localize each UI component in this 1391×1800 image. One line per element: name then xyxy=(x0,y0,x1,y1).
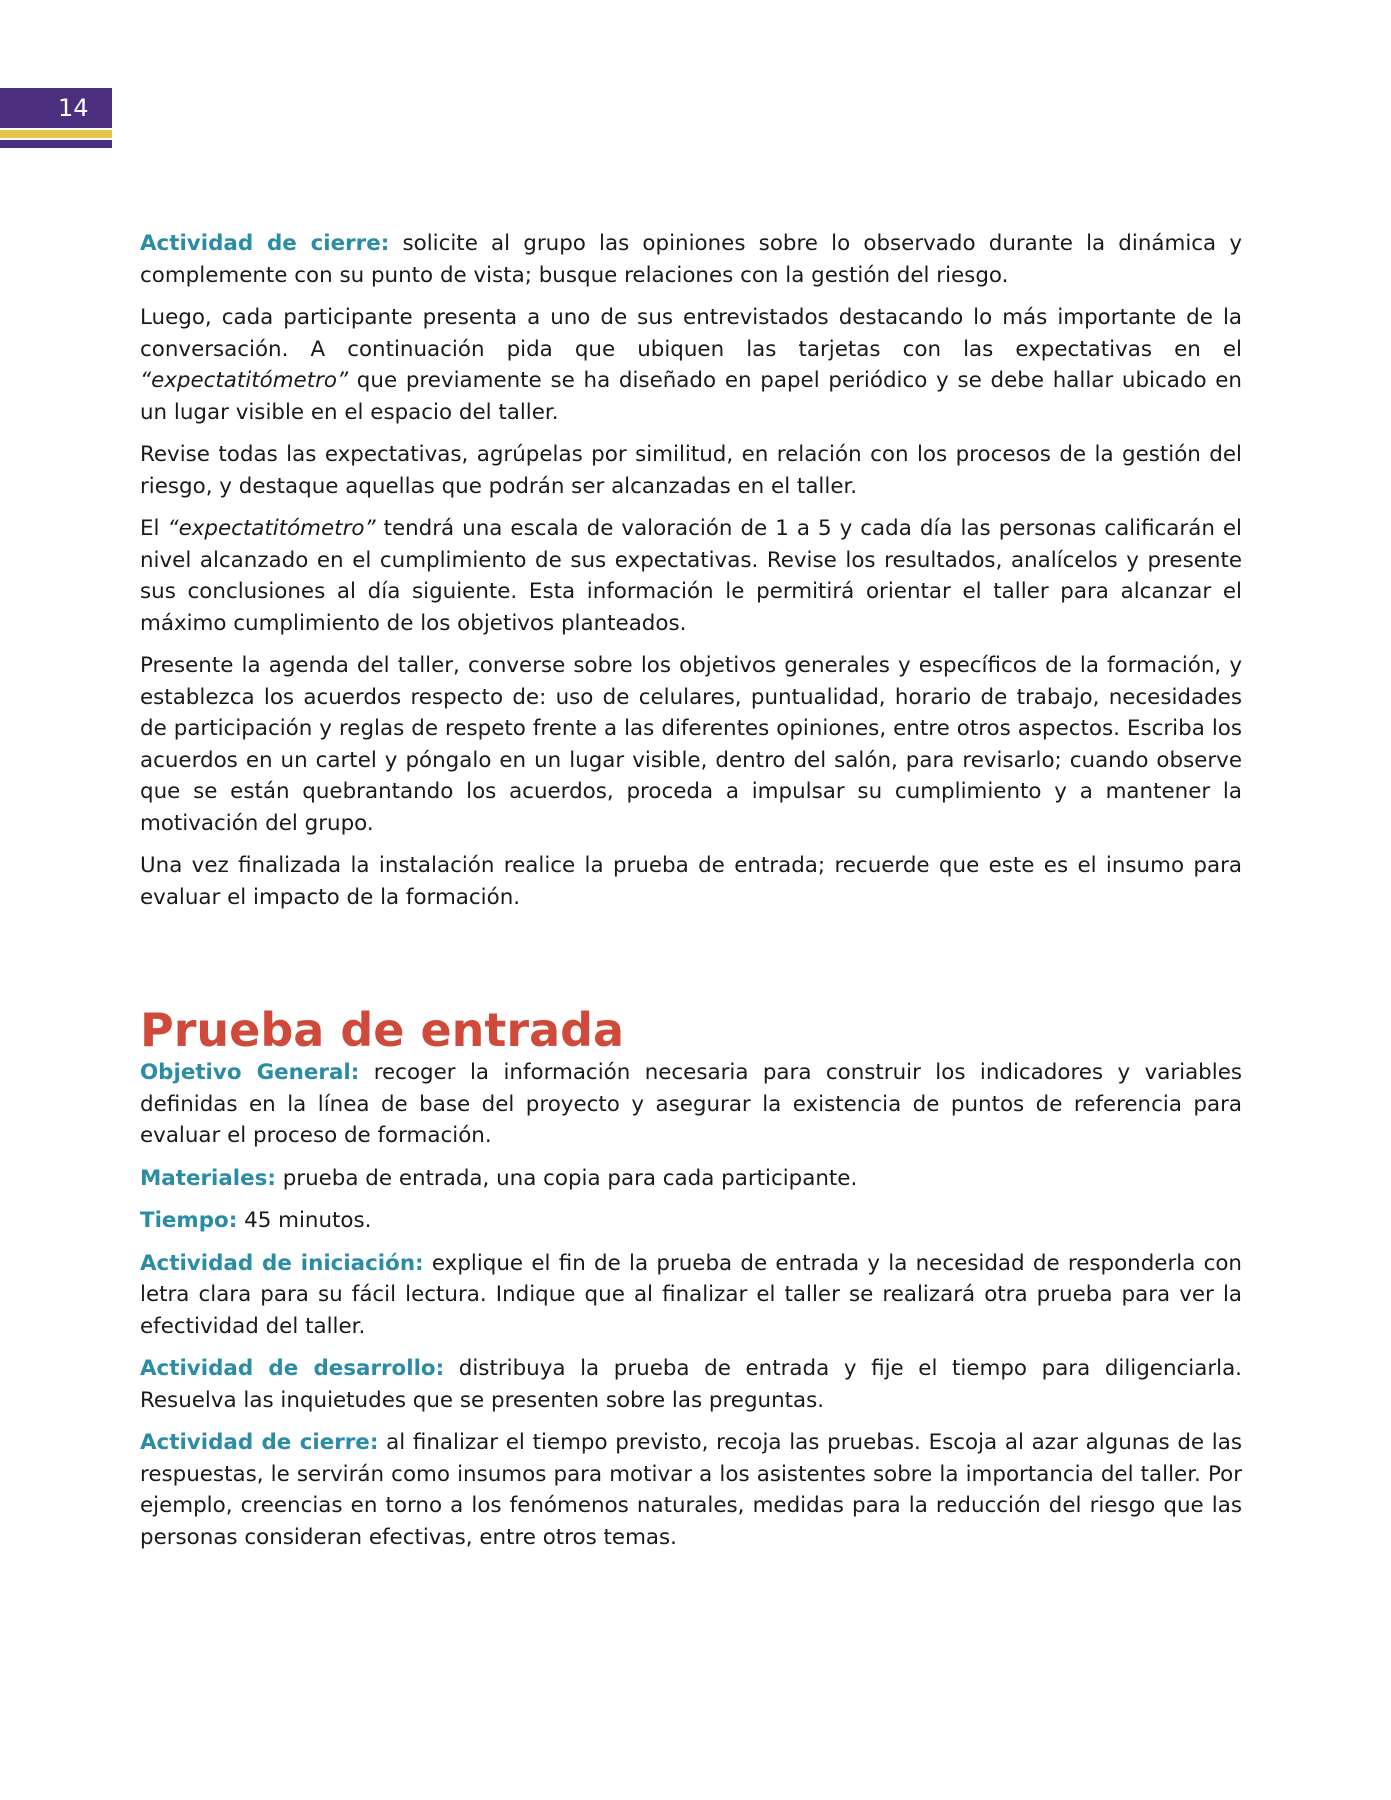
label-development-activity: Actividad de desarrollo: xyxy=(140,1356,445,1381)
page-content xyxy=(140,228,1242,1564)
paragraph-time xyxy=(140,1205,1242,1237)
page-number: 14 xyxy=(58,94,89,122)
paragraph-scale xyxy=(140,513,1242,639)
text-installation: Una vez finalizada la instalación realice la prueba de entrada; recuerde que este es el insumo para evaluar el impacto de la formación. xyxy=(140,853,1242,910)
paragraph-initiation-activity xyxy=(140,1248,1242,1343)
page-tab-gold-stripe xyxy=(0,130,112,138)
paragraph-participants xyxy=(140,302,1242,428)
text-final-closing-activity: al finalizar el tiempo previsto, recoja las pruebas. Escoja al azar algunas de las respuestas, le servirán como insumos para motivar a los asistentes sobre la importancia del taller. Por ejemplo, creencias en torno a los fenómenos naturales, medidas para la reducción del riesgo que las personas consideran efectivas, entre otros temas. xyxy=(140,1430,1242,1550)
paragraph-general-objective xyxy=(140,1057,1242,1152)
page-tab-purple-stripe xyxy=(0,140,112,148)
paragraph-installation xyxy=(140,850,1242,913)
paragraph-review-expectations xyxy=(140,439,1242,502)
text-time: 45 minutos. xyxy=(237,1208,372,1233)
text-agenda: Presente la agenda del taller, converse sobre los objetivos generales y específicos de la formación, y establezca los acuerdos respecto de: uso de celulares, puntualidad, horario de trabajo, necesidades de participación y reglas de respeto frente a las diferentes opiniones, entre otros aspectos. Escriba los acuerdos en un cartel y póngalo en un lugar visible, dentro del salón, para revisarlo; cuando observe que se están quebrantando los acuerdos, proceda a impulsar su cumplimiento y a mantener la motivación del grupo. xyxy=(140,653,1242,836)
paragraph-agenda xyxy=(140,650,1242,839)
text-closing-activity: solicite al grupo las opiniones sobre lo observado durante la dinámica y complemente con su punto de vista; busque relaciones con la gestión del riesgo. xyxy=(140,231,1242,288)
term-expectatitometro-2: “expectatitómetro” xyxy=(167,516,376,541)
label-time: Tiempo: xyxy=(140,1208,238,1233)
label-closing-activity: Actividad de cierre: xyxy=(140,231,390,256)
paragraph-materials xyxy=(140,1163,1242,1195)
label-general-objective: Objetivo General: xyxy=(140,1060,360,1085)
text-scale-a: El xyxy=(140,516,168,541)
label-final-closing-activity: Actividad de cierre: xyxy=(140,1430,379,1455)
paragraph-development-activity xyxy=(140,1353,1242,1416)
paragraph-final-closing-activity xyxy=(140,1427,1242,1553)
label-materials: Materiales: xyxy=(140,1165,276,1191)
text-initiation-activity: explique el fin de la prueba de entrada y la necesidad de responderla con letra clara para su fácil lectura. Indique que al finalizar el taller se realizará otra prueba para ver la efectividad del taller. xyxy=(140,1250,1242,1339)
page-tab-purple-band xyxy=(0,88,112,128)
text-participants-a: Luego, cada participante presenta a uno de sus entrevistados destacando lo más importante de la conversación. A continuación pida que ubiquen las tarjetas con las expectativas en el xyxy=(140,305,1242,362)
text-development-activity: distribuya la prueba de entrada y fije el tiempo para diligenciarla. Resuelva las inquietudes que se presenten sobre las preguntas. xyxy=(140,1356,1242,1413)
term-expectatitometro: “expectatitómetro” xyxy=(140,368,349,393)
text-participants-b: que previamente se ha diseñado en papel periódico y se debe hallar ubicado en un lugar visible en el espacio del taller. xyxy=(140,368,1242,425)
section-title: Prueba de entrada xyxy=(140,1003,625,1057)
text-general-objective: recoger la información necesaria para construir los indicadores y variables definidas en la línea de base del proyecto y asegurar la existencia de puntos de referencia para evaluar el proceso de formación. xyxy=(140,1060,1243,1148)
page-number-tab xyxy=(0,88,112,156)
text-materials: prueba de entrada, una copia para cada participante. xyxy=(275,1165,858,1191)
text-review-expectations: Revise todas las expectativas, agrúpelas por similitud, en relación con los procesos de la gestión del riesgo, y destaque aquellas que podrán ser alcanzadas en el taller. xyxy=(140,442,1242,499)
label-initiation-activity: Actividad de iniciación: xyxy=(140,1250,424,1276)
paragraph-closing-activity xyxy=(140,228,1242,291)
text-scale-b: tendrá una escala de valoración de 1 a 5 y cada día las personas calificarán el nivel alcanzado en el cumplimiento de sus expectativas. Revise los resultados, analícelos y presente sus conclusiones al día siguiente. Esta información le permitirá orientar el taller para alcanzar el máximo cumplimiento de los objetivos planteados. xyxy=(140,516,1242,636)
